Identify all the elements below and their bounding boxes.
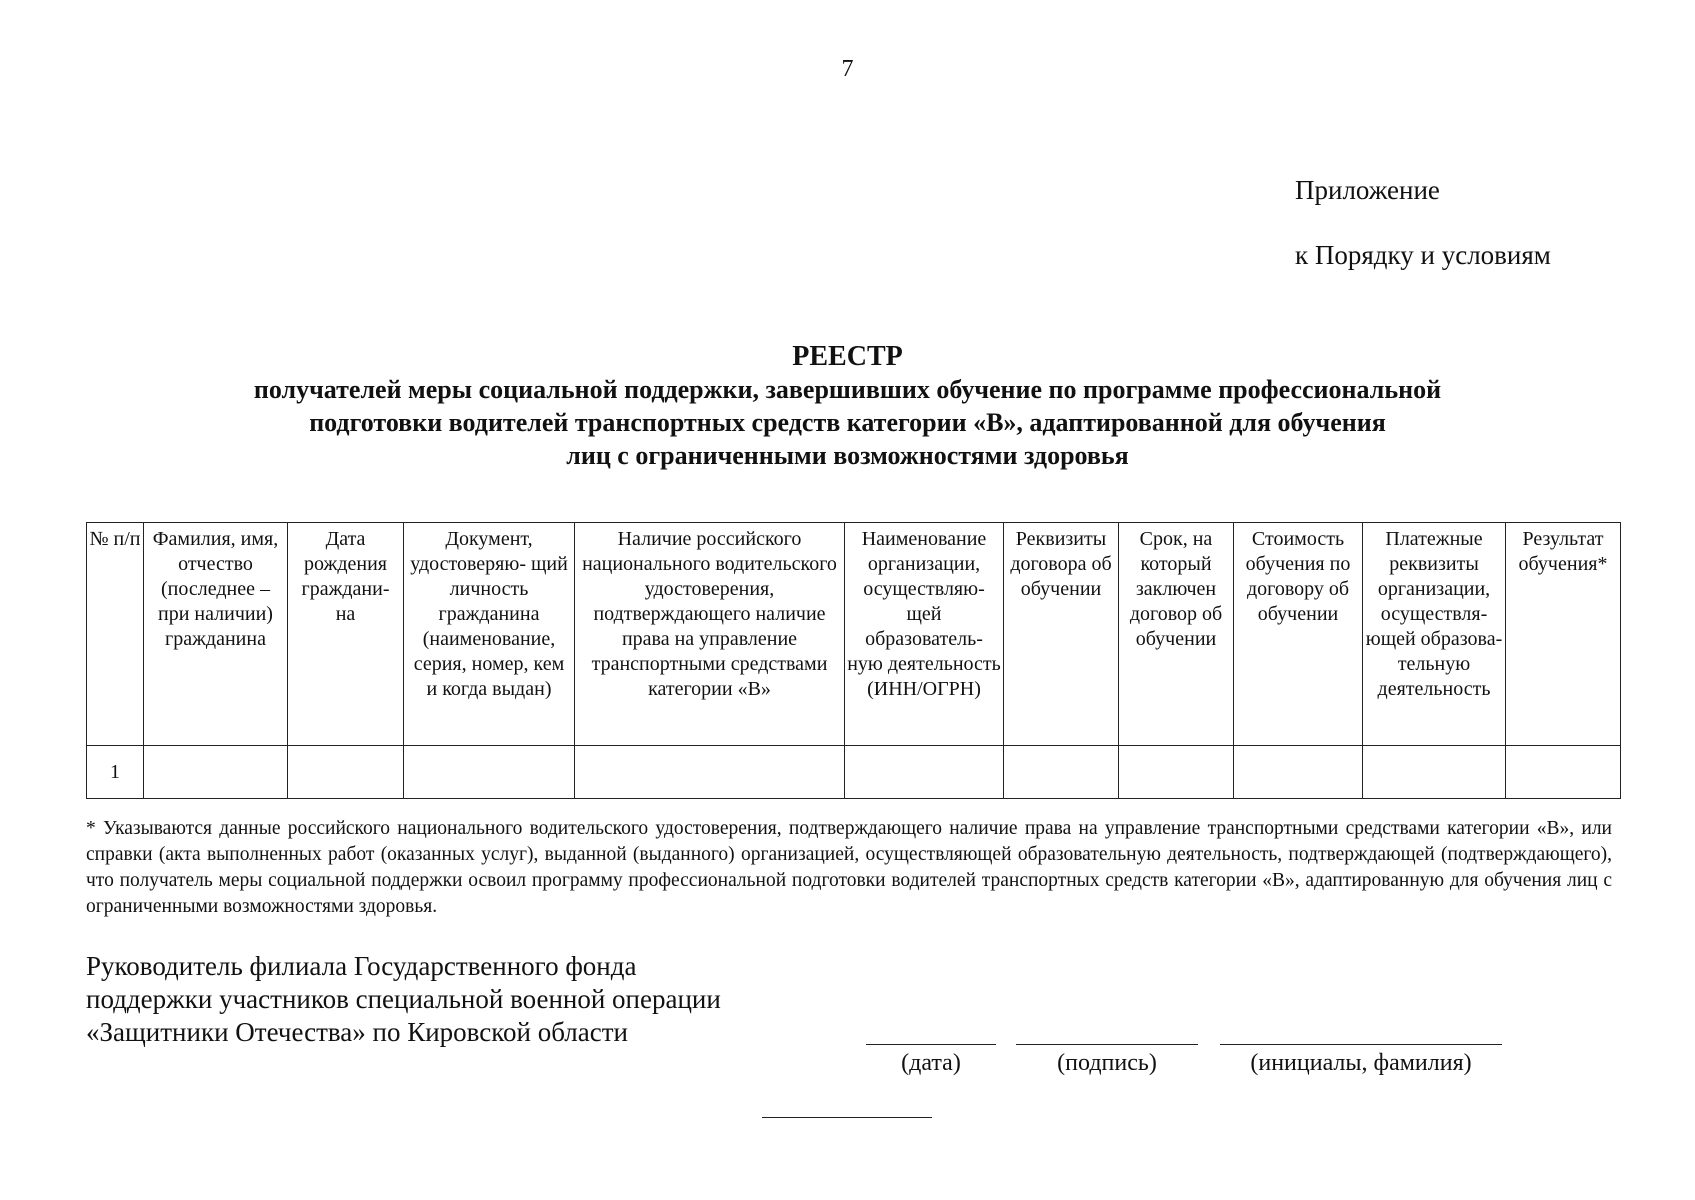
header-number: № п/п — [87, 523, 144, 746]
name-caption: (инициалы, фамилия) — [1250, 1050, 1472, 1076]
table-cell — [845, 746, 1004, 799]
page-number: 7 — [841, 56, 854, 82]
header-contract-term: Срок, на который заключен договор об обучении — [1119, 523, 1234, 746]
header-payment-details: Платежные реквизиты организации, осуществля- ющей образова- тельную деятельность — [1363, 523, 1506, 746]
header-training-result: Результат обучения* — [1506, 523, 1621, 746]
signer-block — [86, 950, 721, 1049]
registry-table — [86, 522, 1621, 799]
header-organization: Наименование организации, осуществляю- щей образователь- ную деятельность (ИНН/ОГРН) — [845, 523, 1004, 746]
title-registry: РЕЕСТР — [792, 341, 903, 372]
table-cell — [404, 746, 575, 799]
table-row — [87, 746, 1621, 799]
header-driver-license: Наличие российского национального водительского удостоверения, подтверждающего наличие права на управление транспортными средствами категории «В» — [575, 523, 845, 746]
date-line — [866, 1044, 996, 1045]
name-line — [1220, 1044, 1502, 1045]
table-cell — [1119, 746, 1234, 799]
signer-line-2: поддержки участников специальной военной операции — [86, 984, 721, 1014]
table-cell — [575, 746, 845, 799]
annex-label: Приложение — [1295, 175, 1440, 205]
table-header-row — [87, 523, 1621, 746]
header-full-name: Фамилия, имя, отчество (последнее – при наличии) гражданина — [144, 523, 288, 746]
table-cell — [1004, 746, 1119, 799]
footnote: * Указываются данные российского национального водительского удостоверения, подтверждающего наличие права на управление транспортными средствами категории «В», или справки (акта выполненных работ (оказанных услуг), выданной (выданного) организацией, осуществляющей образовательную деятельность, подтверждающей (подтверждающего), что получатель меры социальной поддержки освоил программу профессиональной подготовки водителей транспортных средств категории «В», адаптированную для обучения лиц с ограниченными возможностями здоровья. — [86, 818, 1612, 917]
closing-line — [762, 1117, 932, 1118]
table-cell: 1 — [87, 746, 144, 799]
title-line-4: лиц с ограниченными возможностями здоровья — [566, 441, 1129, 470]
table-cell — [1363, 746, 1506, 799]
signature-line — [1016, 1044, 1198, 1045]
table-cell — [144, 746, 288, 799]
header-birth-date: Дата рождения граждани- на — [288, 523, 404, 746]
table-cell — [1234, 746, 1363, 799]
title-line-3: подготовки водителей транспортных средств категории «В», адаптированной для обучения — [309, 408, 1386, 437]
signature-caption: (подпись) — [1057, 1050, 1157, 1076]
header-contract-details: Реквизиты договора об обучении — [1004, 523, 1119, 746]
header-training-cost: Стоимость обучения по договору об обучении — [1234, 523, 1363, 746]
document-title — [0, 340, 1695, 472]
date-caption: (дата) — [901, 1050, 961, 1076]
title-line-2: получателей меры социальной поддержки, завершивших обучение по программе профессиональной — [253, 375, 1442, 404]
annex-reference: к Порядку и условиям — [1295, 240, 1551, 270]
signer-line-3: «Защитники Отечества» по Кировской области — [86, 1017, 628, 1047]
table-cell — [1506, 746, 1621, 799]
header-identity-document: Документ, удостоверяю- щий личность гражданина (наименование, серия, номер, кем и когда выдан) — [404, 523, 575, 746]
signer-line-1: Руководитель филиала Государственного фонда — [86, 951, 637, 981]
table-cell — [288, 746, 404, 799]
